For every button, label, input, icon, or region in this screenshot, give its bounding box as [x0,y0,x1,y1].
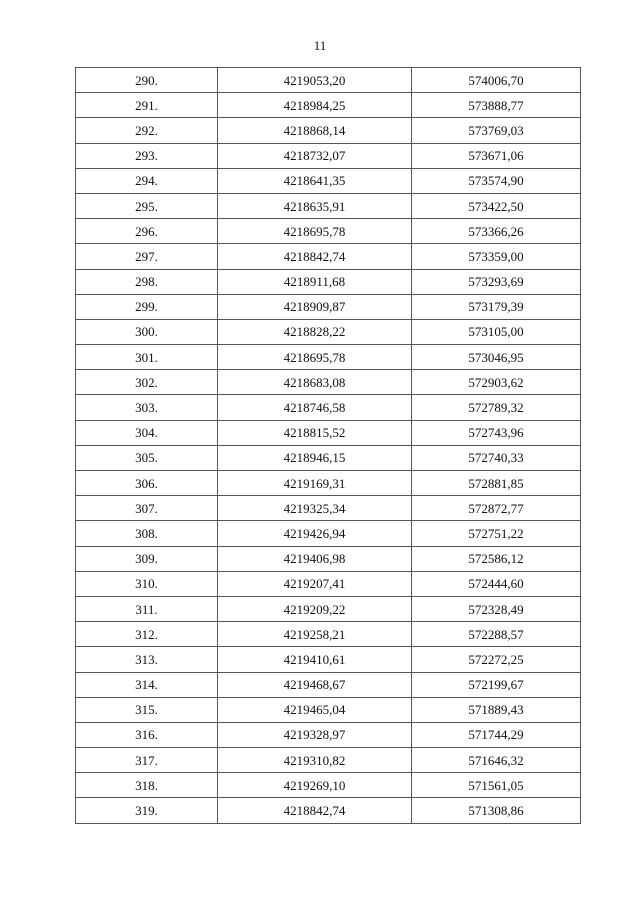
x-coordinate-cell: 4218842,74 [218,798,412,823]
table-row [76,571,581,596]
page-number: 11 [313,38,327,53]
point-number-cell: 300. [76,319,218,344]
x-coordinate-cell: 4218683,08 [218,370,412,395]
point-number-cell: 316. [76,722,218,747]
y-coordinate-cell: 572789,32 [412,395,581,420]
y-coordinate-cell: 573769,03 [412,118,581,143]
x-coordinate-cell: 4218842,74 [218,244,412,269]
table-row [76,596,581,621]
x-coordinate-cell: 4219269,10 [218,773,412,798]
table-row [76,672,581,697]
y-coordinate-cell: 572444,60 [412,571,581,596]
y-coordinate-cell: 571744,29 [412,722,581,747]
x-coordinate-cell: 4218946,15 [218,445,412,470]
x-coordinate-cell: 4218746,58 [218,395,412,420]
y-coordinate-cell: 572743,96 [412,420,581,445]
y-coordinate-cell: 572740,33 [412,445,581,470]
point-number-cell: 293. [76,143,218,168]
table-row [76,68,581,93]
y-coordinate-cell: 573888,77 [412,93,581,118]
point-number-cell: 308. [76,521,218,546]
point-number-cell: 294. [76,168,218,193]
y-coordinate-cell: 572272,25 [412,647,581,672]
point-number-cell: 314. [76,672,218,697]
point-number-cell: 307. [76,496,218,521]
y-coordinate-cell: 573422,50 [412,193,581,218]
point-number-cell: 299. [76,294,218,319]
point-number-cell: 319. [76,798,218,823]
point-number-cell: 297. [76,244,218,269]
table-row [76,697,581,722]
x-coordinate-cell: 4219325,34 [218,496,412,521]
table-row [76,546,581,571]
point-number-cell: 315. [76,697,218,722]
x-coordinate-cell: 4219258,21 [218,622,412,647]
y-coordinate-cell: 572872,77 [412,496,581,521]
y-coordinate-cell: 573366,26 [412,219,581,244]
y-coordinate-cell: 571308,86 [412,798,581,823]
y-coordinate-cell: 572328,49 [412,596,581,621]
y-coordinate-cell: 572586,12 [412,546,581,571]
y-coordinate-cell: 572903,62 [412,370,581,395]
y-coordinate-cell: 571561,05 [412,773,581,798]
table-row [76,93,581,118]
x-coordinate-cell: 4219410,61 [218,647,412,672]
table-row [76,445,581,470]
point-number-cell: 291. [76,93,218,118]
y-coordinate-cell: 574006,70 [412,68,581,93]
x-coordinate-cell: 4219169,31 [218,471,412,496]
point-number-cell: 309. [76,546,218,571]
table-row [76,521,581,546]
table-row [76,471,581,496]
coordinates-table-body [76,68,581,824]
point-number-cell: 306. [76,471,218,496]
table-row [76,244,581,269]
table-row [76,319,581,344]
table-row [76,496,581,521]
point-number-cell: 302. [76,370,218,395]
table-row [76,420,581,445]
point-number-cell: 310. [76,571,218,596]
point-number-cell: 317. [76,748,218,773]
y-coordinate-cell: 571646,32 [412,748,581,773]
y-coordinate-cell: 573359,00 [412,244,581,269]
x-coordinate-cell: 4219328,97 [218,722,412,747]
point-number-cell: 295. [76,193,218,218]
table-row [76,219,581,244]
point-number-cell: 305. [76,445,218,470]
y-coordinate-cell: 573574,90 [412,168,581,193]
y-coordinate-cell: 573671,06 [412,143,581,168]
x-coordinate-cell: 4219468,67 [218,672,412,697]
y-coordinate-cell: 573105,00 [412,319,581,344]
x-coordinate-cell: 4219207,41 [218,571,412,596]
x-coordinate-cell: 4218732,07 [218,143,412,168]
table-row [76,622,581,647]
table-row [76,773,581,798]
x-coordinate-cell: 4218641,35 [218,168,412,193]
x-coordinate-cell: 4218695,78 [218,345,412,370]
point-number-cell: 312. [76,622,218,647]
point-number-cell: 296. [76,219,218,244]
x-coordinate-cell: 4219465,04 [218,697,412,722]
x-coordinate-cell: 4218909,87 [218,294,412,319]
x-coordinate-cell: 4219406,98 [218,546,412,571]
coordinates-table [75,67,581,824]
y-coordinate-cell: 573293,69 [412,269,581,294]
point-number-cell: 304. [76,420,218,445]
x-coordinate-cell: 4219053,20 [218,68,412,93]
table-row [76,722,581,747]
table-row [76,118,581,143]
x-coordinate-cell: 4219310,82 [218,748,412,773]
x-coordinate-cell: 4218828,22 [218,319,412,344]
x-coordinate-cell: 4218815,52 [218,420,412,445]
table-row [76,798,581,823]
point-number-cell: 301. [76,345,218,370]
x-coordinate-cell: 4219426,94 [218,521,412,546]
x-coordinate-cell: 4218635,91 [218,193,412,218]
table-row [76,168,581,193]
table-row [76,345,581,370]
point-number-cell: 318. [76,773,218,798]
y-coordinate-cell: 572751,22 [412,521,581,546]
table-row [76,269,581,294]
table-row [76,294,581,319]
y-coordinate-cell: 571889,43 [412,697,581,722]
x-coordinate-cell: 4218868,14 [218,118,412,143]
y-coordinate-cell: 572288,57 [412,622,581,647]
y-coordinate-cell: 572881,85 [412,471,581,496]
point-number-cell: 313. [76,647,218,672]
y-coordinate-cell: 573179,39 [412,294,581,319]
table-row [76,395,581,420]
point-number-cell: 290. [76,68,218,93]
y-coordinate-cell: 572199,67 [412,672,581,697]
table-row [76,647,581,672]
table-row [76,370,581,395]
table-row [76,143,581,168]
x-coordinate-cell: 4218911,68 [218,269,412,294]
y-coordinate-cell: 573046,95 [412,345,581,370]
table-row [76,748,581,773]
table-row [76,193,581,218]
point-number-cell: 311. [76,596,218,621]
point-number-cell: 303. [76,395,218,420]
point-number-cell: 292. [76,118,218,143]
x-coordinate-cell: 4218984,25 [218,93,412,118]
x-coordinate-cell: 4219209,22 [218,596,412,621]
x-coordinate-cell: 4218695,78 [218,219,412,244]
point-number-cell: 298. [76,269,218,294]
